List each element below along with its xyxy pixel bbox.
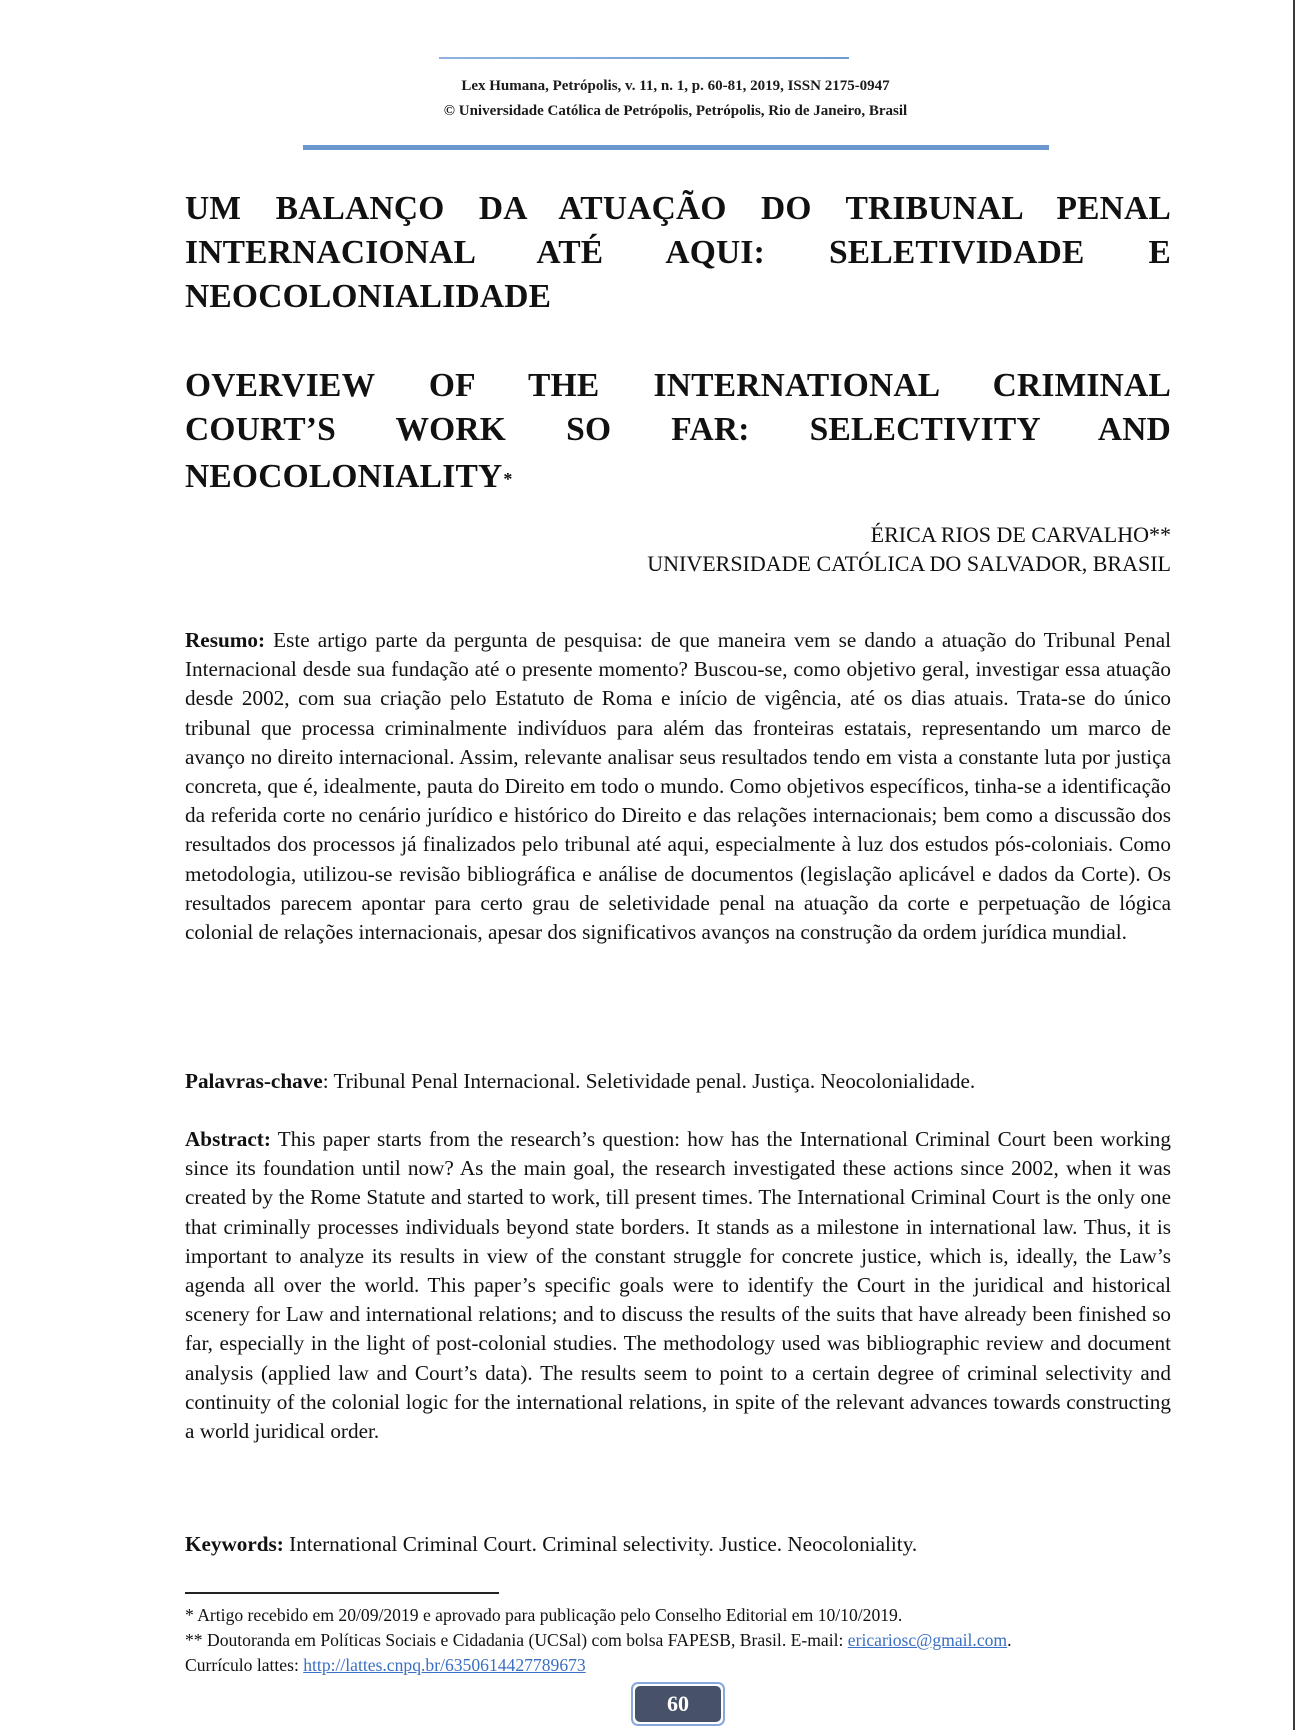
footnotes	[185, 1603, 1175, 1678]
footnote-2-end: .	[1007, 1630, 1012, 1650]
author-block	[647, 520, 1171, 578]
title-portuguese	[185, 187, 1171, 319]
header-thick-rule	[303, 145, 1049, 150]
author-email-link[interactable]: ericariosc@gmail.com	[847, 1630, 1008, 1650]
keywords-text: International Criminal Court. Criminal selectivity. Justice. Neocoloniality.	[283, 1532, 918, 1556]
page-edge-border	[1293, 0, 1295, 1730]
page-number: 60	[635, 1686, 721, 1722]
footnote-2-text: ** Doutoranda em Políticas Sociais e Cidadania (UCSal) com bolsa FAPESB, Brasil. E-mail:	[185, 1630, 848, 1650]
title-en-line: COURT’S WORK SO FAR: SELECTIVITY AND	[185, 411, 1171, 448]
footnote-2	[185, 1628, 1175, 1653]
abstract-text: This paper starts from the research’s question: how has the International Criminal Court been working since its foundation until now? As the main goal, the research investigated these actions since 2002, when it was created by the Rome Statute and started to work, till present times. The International Criminal Court is the only one that criminally processes individuals beyond state borders. It stands as a milestone in international law. Thus, it is important to analyze its results in view of the constant struggle for concrete justice, which is, ideally, the Law’s agenda all over the world. This paper’s specific goals were to identify the Court in the juridical and historical scenery for Law and international relations; and to discuss the results of the suits that have already been finished so far, especially in the light of post-colonial studies. The methodology used was bibliographic review and document analysis (applied law and Court’s data). The results seem to point to a certain degree of criminal selectivity and continuity of the colonial logic for the international relations, in spite of the relevant advances towards constructing a world juridical order.	[185, 1127, 1171, 1444]
palavras-chave-label: Palavras-chave	[185, 1069, 323, 1093]
resumo-paragraph	[185, 626, 1171, 947]
footnote-separator	[185, 1592, 499, 1594]
resumo-text: Este artigo parte da pergunta de pesquisa: de que maneira vem se dando a atuação do Tribunal Penal Internacional desde sua fundação até o presente momento? Buscou-se, como objetivo geral, investigar essa atuação desde 2002, com sua criação pelo Estatuto de Roma e início de vigência, até os dias atuais. Trata-se do único tribunal que processa criminalmente indivíduos para além das fronteiras estatais, representando um marco de avanço no direito internacional. Assim, relevante analisar seus resultados tendo em vista a constante luta por justiça concreta, que é, idealmente, pauta do Direito em todo o mundo. Como objetivos específicos, tinha-se a identificação da referida corte no cenário jurídico e histórico do Direito e das relações internacionais; bem como a discussão dos resultados dos processos já finalizados pelo tribunal até aqui, especialmente à luz dos estudos pós-coloniais. Como metodologia, utilizou-se revisão bibliográfica e análise de documentos (legislação aplicável e dados da Corte). Os resultados parecem apontar para certo grau de seletividade penal na atuação da corte e perpetuação de lógica colonial de relações internacionais, apesar dos significativos avanços na construção da ordem jurídica mundial.	[185, 628, 1171, 945]
title-footnote-mark[interactable]: *	[503, 469, 513, 489]
abstract-label: Abstract:	[185, 1127, 271, 1151]
author-name: ÉRICA RIOS DE CARVALHO**	[870, 522, 1171, 547]
footnote-1: * Artigo recebido em 20/09/2019 e aprovado para publicação pelo Conselho Editorial em 10/10/2019.	[185, 1605, 903, 1625]
keywords-label: Keywords:	[185, 1532, 284, 1556]
abstract-paragraph	[185, 1125, 1171, 1446]
title-pt-line: NEOCOLONIALIDADE	[185, 278, 552, 315]
title-pt-line: UM BALANÇO DA ATUAÇÃO DO TRIBUNAL PENAL	[185, 190, 1171, 227]
palavras-chave-paragraph	[185, 1067, 1171, 1096]
journal-header	[303, 74, 1048, 124]
page-number-badge	[631, 1682, 725, 1726]
title-english	[185, 364, 1171, 502]
footnote-3	[185, 1653, 1175, 1678]
resumo-label: Resumo:	[185, 628, 266, 652]
title-en-line: OVERVIEW OF THE INTERNATIONAL CRIMINAL	[185, 367, 1171, 404]
title-en-line-text: NEOCOLONIALITY	[185, 458, 503, 495]
journal-copyright: © Universidade Católica de Petrópolis, Petrópolis, Rio de Janeiro, Brasil	[443, 103, 908, 119]
author-affiliation: UNIVERSIDADE CATÓLICA DO SALVADOR, BRASIL	[647, 551, 1171, 576]
keywords-paragraph	[185, 1530, 1171, 1559]
journal-citation: Lex Humana, Petrópolis, v. 11, n. 1, p. 60-81, 2019, ISSN 2175-0947	[461, 78, 890, 94]
palavras-chave-text: : Tribunal Penal Internacional. Seletividade penal. Justiça. Neocolonialidade.	[322, 1069, 976, 1093]
title-pt-line: INTERNACIONAL ATÉ AQUI: SELETIVIDADE E	[185, 234, 1171, 271]
header-thin-rule	[439, 57, 849, 59]
lattes-cv-link[interactable]: http://lattes.cnpq.br/6350614427789673	[303, 1655, 586, 1675]
title-en-line-last	[185, 452, 1171, 502]
footnote-3-text: Currículo lattes:	[185, 1655, 304, 1675]
